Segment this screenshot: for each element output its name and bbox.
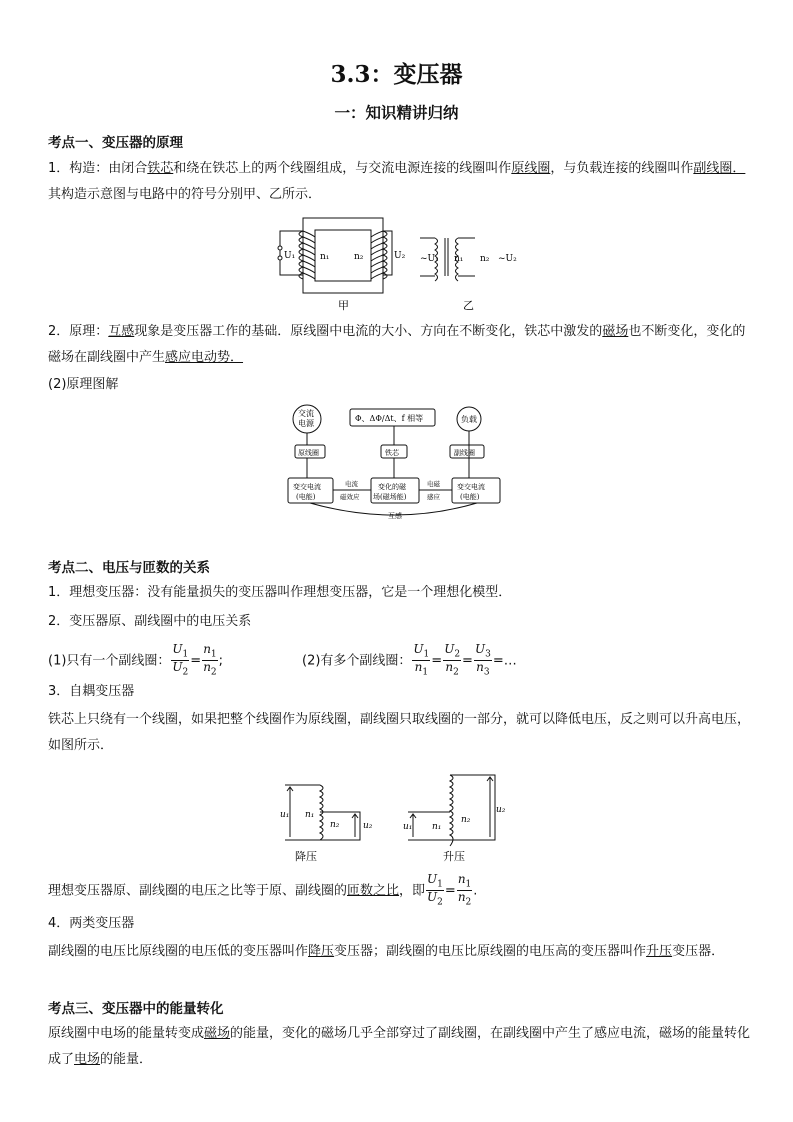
- diagram-arrow2-line1: 电磁: [427, 480, 440, 488]
- fig1-ac2-label: ~U₂: [498, 254, 517, 264]
- page-title: 3.3：变压器: [330, 61, 463, 88]
- diagram-current2-line2: (电能): [460, 493, 480, 501]
- section2-paragraph4: 3．自耦变压器: [48, 684, 135, 699]
- transformer-figure: [270, 213, 540, 313]
- formula-single-secondary: (1)只有一个副线圈： $\frac{U_1}{U_2}$ = $\frac{n_1}{n_2}$ ;: [48, 642, 224, 678]
- fig2-down-n1-label: n₁: [305, 810, 315, 820]
- fig2-down-u2-label: u₂: [363, 821, 373, 831]
- section2-paragraph6: 理想变压器原、副线圈的电压之比等于原、副线圈的匝数之比，即 $\frac{U_1}{U_2}$ = $\frac{n_1}{n_2}$ .: [48, 872, 478, 908]
- diagram-primary-label: 原线圈: [298, 449, 319, 457]
- diagram-load-label: 负载: [461, 415, 477, 424]
- fig2-up-n2-label: n₂: [461, 815, 471, 825]
- diagram-source-line2: 电源: [298, 419, 314, 428]
- section1-paragraph1: 1．构造：由闭合铁芯和绕在铁芯上的两个线圈组成，与交流电源连接的线圈叫作原线圈，与负载连接的线圈叫作副线圈．其构造示意图与电路中的符号分别甲、乙所示．: [48, 161, 746, 202]
- fig2-up-caption: 升压: [443, 850, 465, 863]
- fig1-n2-label: n₂: [354, 252, 364, 262]
- autotransformer-figure: [275, 770, 505, 866]
- diagram-arrow2-line2: 感应: [427, 493, 440, 501]
- section1-heading: 考点一、变压器的原理: [48, 135, 183, 151]
- fig2-down-n2-label: n₂: [330, 820, 340, 830]
- diagram-current1-line2: (电能): [296, 493, 316, 501]
- fig1-jia-label: 甲: [338, 299, 349, 312]
- section1-paragraph3: (2)原理图解: [48, 377, 119, 392]
- fig1-n1-symbol-label: n₁: [454, 254, 464, 264]
- diagram-secondary-label: 副线圈: [454, 449, 475, 457]
- fig1-ac1-label: ~U₁: [420, 254, 439, 264]
- fig1-n1-label: n₁: [320, 252, 330, 262]
- fig2-up-u2-label: u₂: [496, 805, 505, 815]
- section2-heading: 考点二、电压与匝数的关系: [48, 560, 210, 576]
- fig2-down-u1-label: u₁: [280, 810, 290, 820]
- fig2-down-caption: 降压: [295, 850, 317, 863]
- section2-paragraph2: 2．变压器原、副线圈中的电压关系: [48, 614, 252, 629]
- section1-paragraph2: 2．原理：互感现象是变压器工作的基础．原线圈中电流的大小、方向在不断变化，铁芯中激发的磁场也不断变化，变化的磁场在副线圈中产生感应电动势．: [48, 324, 746, 365]
- section-subtitle: 一：知识精讲归纳: [334, 104, 459, 122]
- section2-paragraph1: 1．理想变压器：没有能量损失的变压器叫作理想变压器，它是一个理想化模型．: [48, 585, 512, 600]
- diagram-arrow1-line1: 电流: [345, 480, 358, 488]
- section2-paragraph7: 4．两类变压器: [48, 916, 135, 931]
- diagram-source-line1: 交流: [298, 409, 314, 418]
- section3-heading: 考点三、变压器中的能量转化: [48, 1001, 224, 1017]
- diagram-flux-label: Φ、ΔΦ/Δt、f 相等: [355, 414, 424, 423]
- fig1-u2-label: U₂: [394, 251, 406, 261]
- diagram-field-line2: 场(磁场能): [373, 493, 407, 501]
- formula-multi-secondary: (2)有多个副线圈： $\frac{U_1}{n_1}$ = $\frac{U_2}{n_2}$ = $\frac{U_3}{n_3}$ =…: [302, 642, 517, 678]
- section3-paragraph1: 原线圈中电场的能量转变成磁场的能量，变化的磁场几乎全部穿过了副线圈，在副线圈中产生了感应电流，磁场的能量转化成了电场的能量．: [48, 1026, 751, 1067]
- diagram-field-line1: 变化的磁: [378, 483, 406, 491]
- fig2-up-u1-label: u₁: [403, 822, 413, 832]
- fig1-u1-label: U₁: [284, 251, 296, 261]
- section2-paragraph8: 副线圈的电压比原线圈的电压低的变压器叫作降压变压器；副线圈的电压比原线圈的电压高的变压器叫作升压变压器．: [48, 944, 725, 959]
- diagram-current1-line1: 变交电流: [293, 483, 321, 491]
- diagram-mutual-label: 互感: [388, 512, 402, 520]
- principle-diagram: [285, 403, 515, 521]
- diagram-current2-line1: 变交电流: [457, 483, 485, 491]
- fig2-up-n1-label: n₁: [432, 822, 442, 832]
- fig1-n2-symbol-label: n₂: [480, 254, 490, 264]
- section2-paragraph5: 铁芯上只绕有一个线圈，如果把整个线圈作为原线圈，副线圈只取线圈的一部分，就可以降低电压，反之则可以升高电压，如图所示．: [48, 712, 751, 753]
- diagram-arrow1-line2: 磁效应: [340, 493, 360, 501]
- diagram-core-label: 铁芯: [385, 449, 399, 457]
- fig1-yi-label: 乙: [463, 299, 474, 312]
